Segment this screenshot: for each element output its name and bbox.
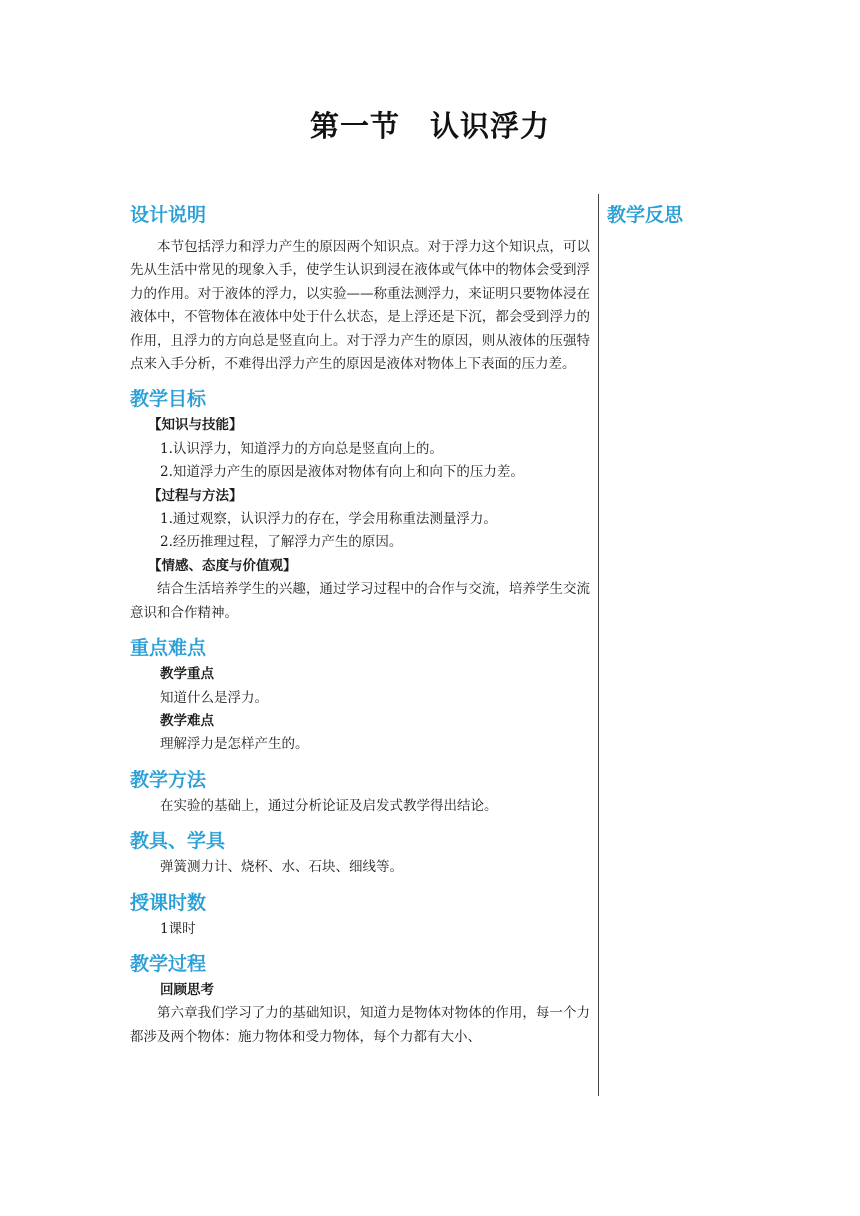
section-objectives <box>130 384 590 625</box>
side-column <box>607 200 827 230</box>
section-heading-reflection: 教学反思 <box>607 204 684 226</box>
page-title: 第一节 认识浮力 <box>309 109 550 143</box>
section-heading-method: 教学方法 <box>130 768 207 791</box>
focus-text: 知道什么是浮力。 <box>160 689 268 706</box>
main-column <box>130 200 590 1057</box>
section-heading-process: 教学过程 <box>130 952 207 975</box>
method-text: 在实验的基础上，通过分析论证及启发式教学得出结论。 <box>160 797 498 814</box>
section-design <box>130 200 590 376</box>
difficulty-label: 教学难点 <box>160 712 214 729</box>
process-label: 【过程与方法】 <box>148 487 243 504</box>
emotion-label: 【情感、态度与价值观】 <box>148 557 297 574</box>
section-heading-design: 设计说明 <box>130 204 207 226</box>
emotion-text: 结合生活培养学生的兴趣，通过学习过程中的合作与交流，培养学生交流意识和合作精神。 <box>130 581 590 621</box>
knowledge-label: 【知识与技能】 <box>148 417 243 434</box>
section-heading-hours: 授课时数 <box>130 891 207 914</box>
section-heading-objectives: 教学目标 <box>130 388 207 411</box>
hours-text: 1课时 <box>160 920 196 937</box>
section-hours <box>130 888 590 941</box>
design-text: 本节包括浮力和浮力产生的原因两个知识点。对于浮力这个知识点，可以先从生活中常见的现象入手，使学生认识到浸在液体或气体中的物体会受到浮力的作用。对于液体的浮力，以实验——称重法测浮力，来证明只要物体浸在液体中，不管物体在液体中处于什么状态，是上浮还是下沉，都会受到浮力的作用，且浮力的方向总是竖直向上。对于浮力产生的原因，则从液体的压强特点来入手分析，不难得出浮力产生的原因是液体对物体上下表面的压力差。 <box>130 239 590 373</box>
column-divider <box>598 194 599 1096</box>
focus-label: 教学重点 <box>160 666 214 683</box>
section-heading-tools: 教具、学具 <box>130 830 226 853</box>
process-text: 第六章我们学习了力的基础知识，知道力是物体对物体的作用，每一个力都涉及两个物体：施力物体和受力物体，每个力都有大小、 <box>130 1005 590 1045</box>
knowledge-item: 1.认识浮力，知道浮力的方向总是竖直向上的。 <box>160 440 443 457</box>
section-key-points <box>130 633 590 757</box>
section-tools <box>130 826 590 879</box>
process-item: 2.经历推理过程，了解浮力产生的原因。 <box>160 534 403 551</box>
section-method <box>130 765 590 818</box>
section-process <box>130 949 590 1049</box>
process-item: 1.通过观察，认识浮力的存在，学会用称重法测量浮力。 <box>160 511 497 528</box>
tools-text: 弹簧测力计、烧杯、水、石块、细线等。 <box>160 859 403 876</box>
section-heading-key-points: 重点难点 <box>130 637 207 660</box>
knowledge-item: 2.知道浮力产生的原因是液体对物体有向上和向下的压力差。 <box>160 464 524 481</box>
review-label: 回顾思考 <box>160 981 214 998</box>
difficulty-text: 理解浮力是怎样产生的。 <box>160 736 309 753</box>
